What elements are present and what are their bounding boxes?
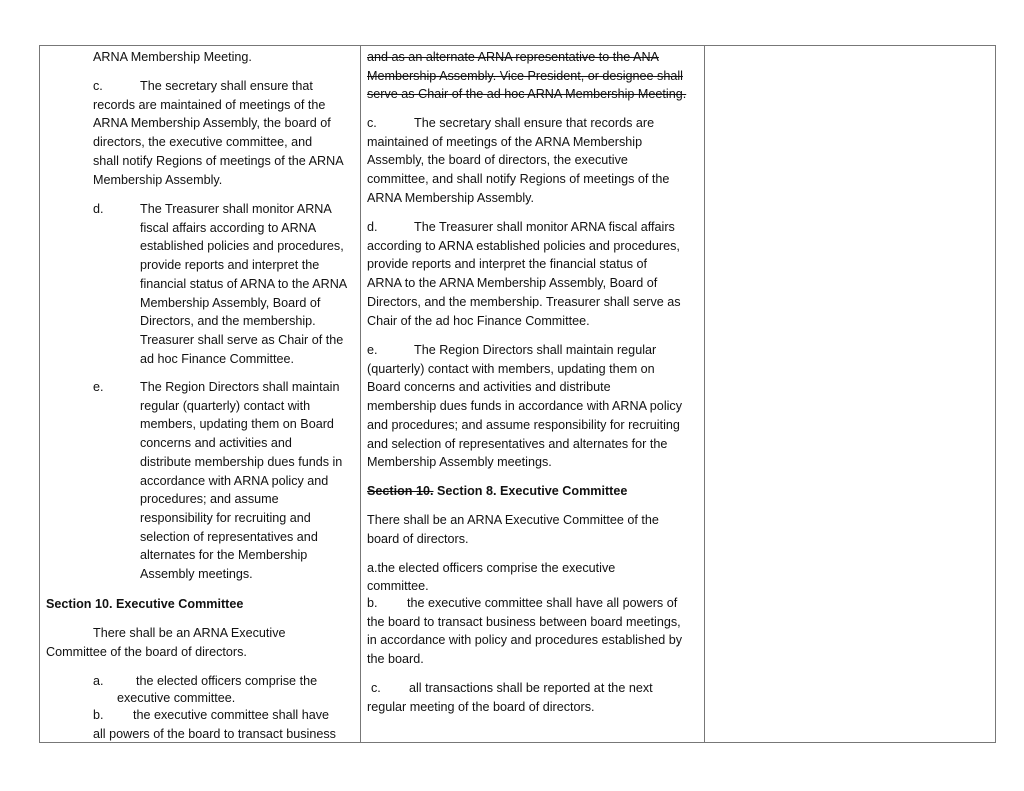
item-e-line: regular (quarterly) contact with (140, 398, 311, 413)
sub-b-label: b. (367, 596, 378, 610)
item-c-line: committee, and shall notify Regions of meetings of the (367, 172, 670, 187)
item-e-line: accordance with ARNA policy and (140, 473, 329, 488)
item-e-line: procedures; and assume (140, 492, 279, 507)
section-heading (367, 482, 627, 501)
item-e-line: members, updating them on Board (140, 417, 334, 432)
item-d-line: Treasurer shall serve as Chair of the (140, 332, 344, 347)
item-e-label: e. (93, 380, 104, 394)
item-e-line: The Region Directors shall maintain regular (414, 343, 657, 357)
item-d-line: Membership Assembly, Board of (140, 295, 321, 310)
sub-a-line: committee. (367, 578, 429, 593)
right-column (705, 46, 995, 742)
section-para-line: board of directors. (367, 531, 469, 546)
item-d-line: Directors, and the membership. Treasurer shall serve as (367, 294, 681, 309)
item-e-line: alternates for the Membership (140, 548, 308, 563)
item-d-line: according to ARNA established policies and procedures, (367, 238, 680, 253)
item-e-line: membership dues funds in accordance with ARNA policy (367, 399, 683, 414)
sub-b-line: in accordance with policy and procedures established by (367, 633, 683, 648)
item-d-line: established policies and procedures, (140, 239, 344, 254)
struck-line: Membership Assembly. Vice President, or designee shall (367, 68, 683, 83)
sub-a-line: a.the elected officers comprise the executive (367, 561, 616, 575)
item-d-line: The Treasurer shall monitor ARNA fiscal affairs (414, 220, 675, 234)
item-e-line: and procedures; and assume responsibility for recruiting (367, 417, 680, 432)
sub-b-label: b. (93, 708, 104, 722)
section-para-line: There shall be an ARNA Executive (93, 626, 286, 640)
section-heading: Section 10. Executive Committee (46, 597, 244, 611)
item-e-line: Assembly meetings. (140, 567, 253, 581)
item-c-line: records are maintained of meetings of the (93, 97, 326, 112)
struck-line: and as an alternate ARNA representative to the ANA (367, 50, 659, 64)
section-heading-new: Section 8. Executive Committee (433, 484, 628, 498)
middle-column (361, 46, 705, 742)
item-d-line: ad hoc Finance Committee. (140, 351, 294, 366)
item-d-line: provide reports and interpret the (140, 258, 320, 273)
item-c-line: maintained of meetings of the ARNA Membership (367, 134, 643, 149)
item-c-line: Assembly, the board of directors, the executive (367, 153, 628, 168)
item-c-label: c. (367, 116, 377, 130)
item-c-label: c. (93, 79, 103, 93)
sub-c-label: c. (371, 681, 381, 695)
item-d-label: d. (367, 220, 378, 234)
item-e-line: (quarterly) contact with members, updating them on (367, 361, 655, 376)
section-heading-struck: Section 10. (367, 484, 434, 498)
item-d-line: ARNA to the ARNA Membership Assembly, Board of (367, 276, 658, 291)
item-d-line: Directors, and the membership. (140, 314, 316, 329)
sub-b-line: the executive committee shall have (133, 708, 330, 722)
sub-a-line: the elected officers comprise the (136, 674, 318, 688)
item-e-line: responsibility for recruiting and (140, 510, 311, 525)
item-c-line: shall notify Regions of meetings of the ARNA (93, 153, 344, 168)
item-d-line: fiscal affairs according to ARNA (140, 220, 317, 235)
sub-c-line: all transactions shall be reported at the next (409, 681, 653, 695)
item-e-line: The Region Directors shall maintain (140, 380, 340, 394)
item-e-line: concerns and activities and (140, 436, 292, 451)
item-e-line: distribute membership dues funds in (140, 454, 343, 469)
item-c-line: ARNA Membership Assembly. (367, 190, 535, 205)
sub-a-label: a. (93, 674, 104, 688)
sub-a-line: executive committee. (117, 690, 236, 705)
section-para-line: Committee of the board of directors. (46, 644, 247, 659)
item-c-line: The secretary shall ensure that (140, 79, 313, 93)
item-e-line: and selection of representatives and alternates for the (367, 436, 668, 451)
item-e-line: Board concerns and activities and distribute (367, 380, 611, 395)
item-d-line: The Treasurer shall monitor ARNA (140, 202, 332, 216)
item-c-line: ARNA Membership Assembly, the board of (93, 116, 331, 131)
sub-b-line: all powers of the board to transact business (93, 726, 336, 741)
sub-b-line: the executive committee shall have all powers of (407, 596, 678, 610)
item-d-line: financial status of ARNA to the ARNA (140, 276, 348, 291)
struck-line: serve as Chair of the ad hoc ARNA Membership Meeting. (367, 87, 687, 102)
left-column (40, 46, 361, 742)
item-d-label: d. (93, 202, 104, 216)
sub-c-line: regular meeting of the board of directors. (367, 699, 595, 714)
sub-b-line: the board. (367, 652, 424, 667)
item-e-label: e. (367, 343, 378, 357)
document-table (39, 45, 996, 743)
sub-b-line: the board to transact business between board meetings, (367, 614, 681, 629)
section-para-line: There shall be an ARNA Executive Committee of the (367, 513, 659, 527)
item-d-line: Chair of the ad hoc Finance Committee. (367, 313, 590, 328)
item-c-line: directors, the executive committee, and (93, 135, 313, 150)
item-e-line: selection of representatives and (140, 529, 318, 544)
item-c-line: Membership Assembly. (93, 172, 223, 187)
intro-line: ARNA Membership Meeting. (93, 50, 252, 64)
item-d-line: provide reports and interpret the financial status of (367, 257, 648, 272)
item-e-line: Membership Assembly meetings. (367, 455, 552, 470)
item-c-line: The secretary shall ensure that records are (414, 116, 655, 130)
